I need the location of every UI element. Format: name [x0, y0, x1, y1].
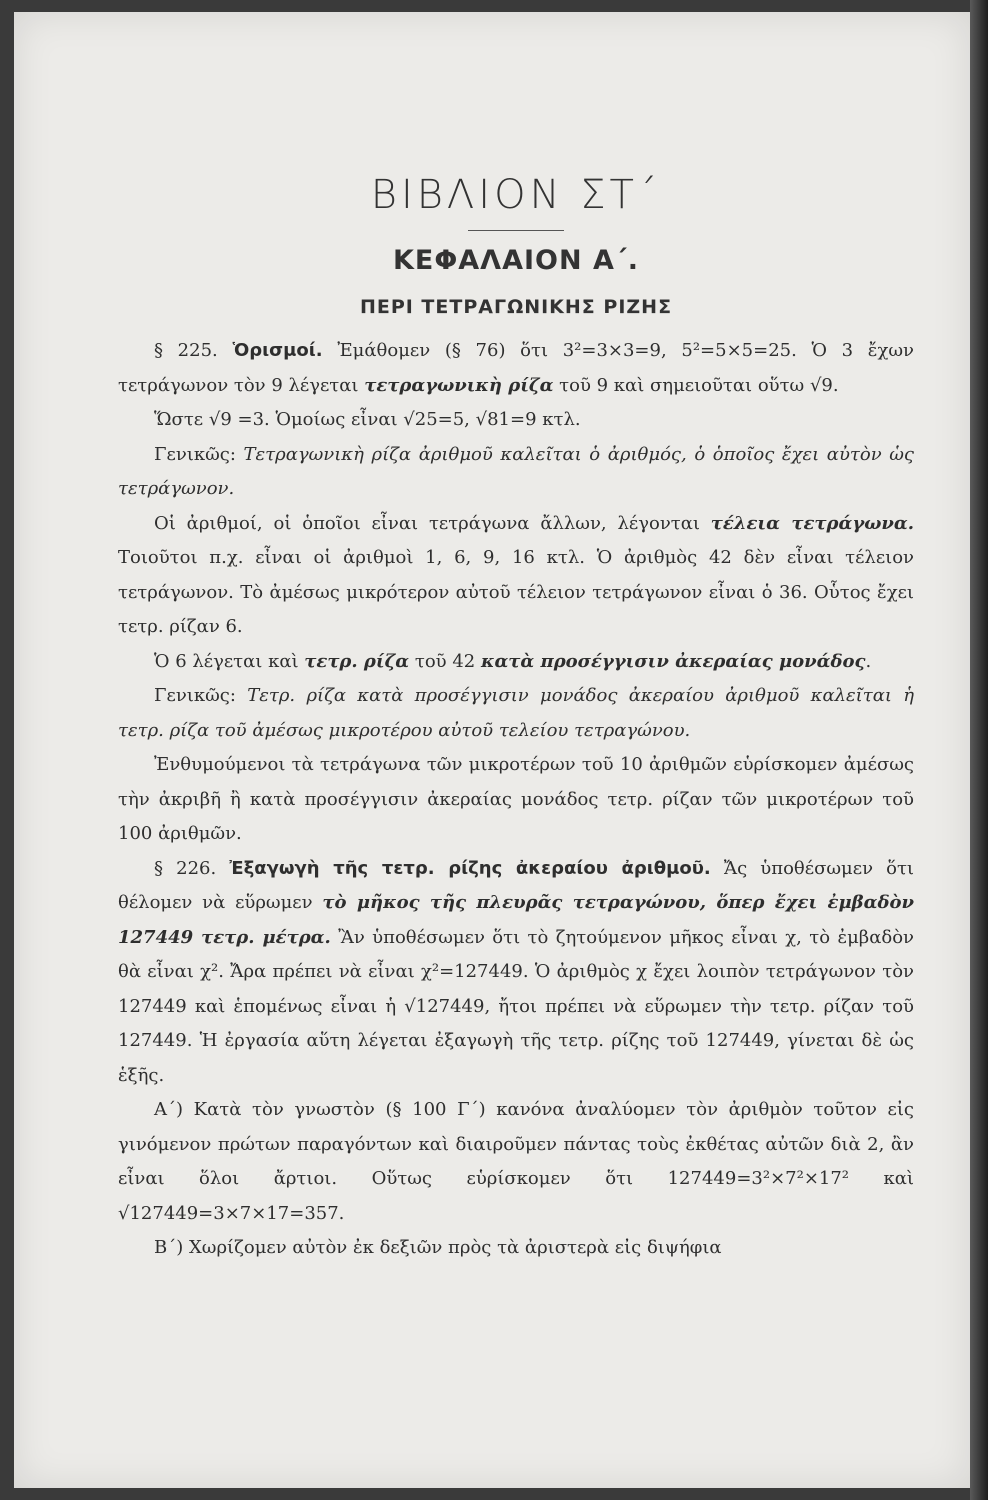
paragraph-method-b: Β΄) Χωρίζομεν αὐτὸν ἐκ δεξιῶν πρὸς τὰ ἀριστερὰ εἰς διψήφια [154, 1237, 722, 1258]
paragraph-perfect-squares [118, 507, 914, 645]
paragraph-text: τοῦ 42 [409, 650, 481, 672]
paragraph-small-numbers: Ἐνθυμούμενοι τὰ τετράγωνα τῶν μικροτέρων τοῦ 10 ἀριθμῶν εὑρίσκομεν ἀμέσως τὴν ἀκριβῆ ἢ κατὰ προσέγγισιν ἀκεραίας μονάδος τετρ. ρίζαν τῶν μικροτέρων τοῦ 100 ἀριθμῶν. [118, 754, 914, 844]
book-title: ΒΙΒΛΙΟΝ ΣΤ΄ [370, 172, 662, 218]
paragraph-text: Τοιοῦτοι π.χ. εἶναι οἱ ἀριθμοὶ 1, 6, 9, 16 κτλ. Ὁ ἀριθμὸς 42 δὲν εἶναι τέλειον τετράγωνον. Τὸ ἀμέσως μικρότερον αὐτοῦ τέλειον τετράγωνον εἶναι ὁ 36. Οὗτος ἔχει τετρ. ρίζαν 6. [118, 547, 914, 637]
section-heading: ΠΕΡΙ ΤΕΤΡΑΓΩΝΙΚΗΣ ΡΙΖΗΣ [359, 296, 673, 318]
paragraph-text: τοῦ 9 καὶ σημειοῦται οὕτω √9. [553, 374, 839, 396]
paragraph-text: Ὁ 6 λέγεται καὶ [154, 650, 305, 672]
paragraph-text: Γενικῶς: [154, 443, 244, 465]
paragraph-text: Ἂν ὑποθέσωμεν ὅτι τὸ ζητούμενον μῆκος εἶναι χ, τὸ ἐμβαδὸν θὰ εἶναι χ². Ἄρα πρέπει νὰ εἶναι χ²=127449. Ὁ ἀριθμὸς χ ἔχει λοιπὸν τετράγωνον τὸν 127449 καὶ ἑπομένως εἶναι ἡ √127449, ἤτοι πρέπει νὰ εὕρωμεν τὴν τετρ. ρίζαν τοῦ 127449. Ἡ ἐργασία αὕτη λέγεται ἐξαγωγὴ τῆς τετρ. ρίζης τοῦ 127449, γίνεται δὲ ὡς ἑξῆς. [118, 926, 914, 1086]
definition-italic: Τετρ. ρίζα κατὰ προσέγγισιν μονάδος ἀκεραίου ἀριθμοῦ καλεῖται ἡ τετρ. ρίζα τοῦ ἀμέσως μικροτέρου αὐτοῦ τελείου τετραγώνου. [118, 685, 915, 741]
paragraph-text: Οἱ ἀριθμοί, οἱ ὁποῖοι εἶναι τετράγωνα ἄλλων, λέγονται [154, 512, 711, 534]
paragraph-general-approximation [118, 679, 914, 748]
chapter-title: ΚΕΦΑΛΑΙΟΝ Α΄. [392, 245, 640, 276]
section-number: § 226. [154, 857, 217, 879]
paragraph-text: Ἐμάθομεν (§ 76) ὅτι 3²=3×3=9, 5²=5×5=25. Ὁ 3 ἔχων τετράγωνον τὸν 9 λέγεται [118, 340, 914, 396]
title-divider [468, 230, 564, 231]
paragraph-method-a: Α΄) Κατὰ τὸν γνωστὸν (§ 100 Γ΄) κανόνα ἀναλύομεν τὸν ἀριθμὸν τοῦτον εἰς γινόμενον πρώτων παραγόντων καὶ διαιροῦμεν πάντας τοὺς ἐκθέτας αὐτῶν διὰ 2, ἂν εἶναι ὅλοι ἄρτιοι. Οὕτως εὑρίσκομεν ὅτι 127449=3²×7²×17² καὶ √127449=3×7×17=357. [118, 1099, 914, 1224]
section-number: § 225. [154, 340, 218, 361]
section-title: Ἐξαγωγὴ τῆς τετρ. ρίζης ἀκεραίου ἀριθμοῦ. [229, 857, 711, 879]
term-emphasis: τὸ μῆκος τῆς πλευρᾶς τετραγώνου, ὅπερ ἔχει ἐμβαδὸν 127449 τετρ. μέτρα. [118, 892, 914, 948]
book-spine-edge [970, 0, 988, 1500]
section-title: Ὁρισμοί. [232, 340, 323, 361]
term-emphasis: τετρ. ρίζα [304, 650, 410, 672]
term-emphasis: τετραγωνικὴ ρίζα [364, 374, 554, 396]
paragraph-general-definition [118, 438, 914, 507]
paragraph-225-definitions [118, 334, 914, 403]
term-emphasis: κατὰ προσέγγισιν ἀκεραίας μονάδος [480, 650, 866, 672]
paragraph-text: Γενικῶς: [154, 685, 248, 706]
paragraph-text: . [865, 650, 872, 672]
paragraph-text: Ἄς ὑποθέσωμεν ὅτι θέλομεν νὰ εὕρωμεν [118, 857, 914, 913]
term-emphasis: τέλεια τετράγωνα. [710, 512, 914, 534]
definition-italic: Τετραγωνικὴ ρίζα ἀριθμοῦ καλεῖται ὁ ἀριθμός, ὁ ὁποῖος ἔχει αὐτὸν ὡς τετράγωνον. [118, 443, 915, 499]
page-content [118, 172, 914, 1266]
paragraph-226-extraction [118, 852, 914, 1094]
paragraph-approximation [118, 645, 914, 680]
paragraph-examples: Ὥστε √9 =3. Ὁμοίως εἶναι √25=5, √81=9 κτλ. [154, 409, 581, 430]
book-page [14, 12, 970, 1488]
